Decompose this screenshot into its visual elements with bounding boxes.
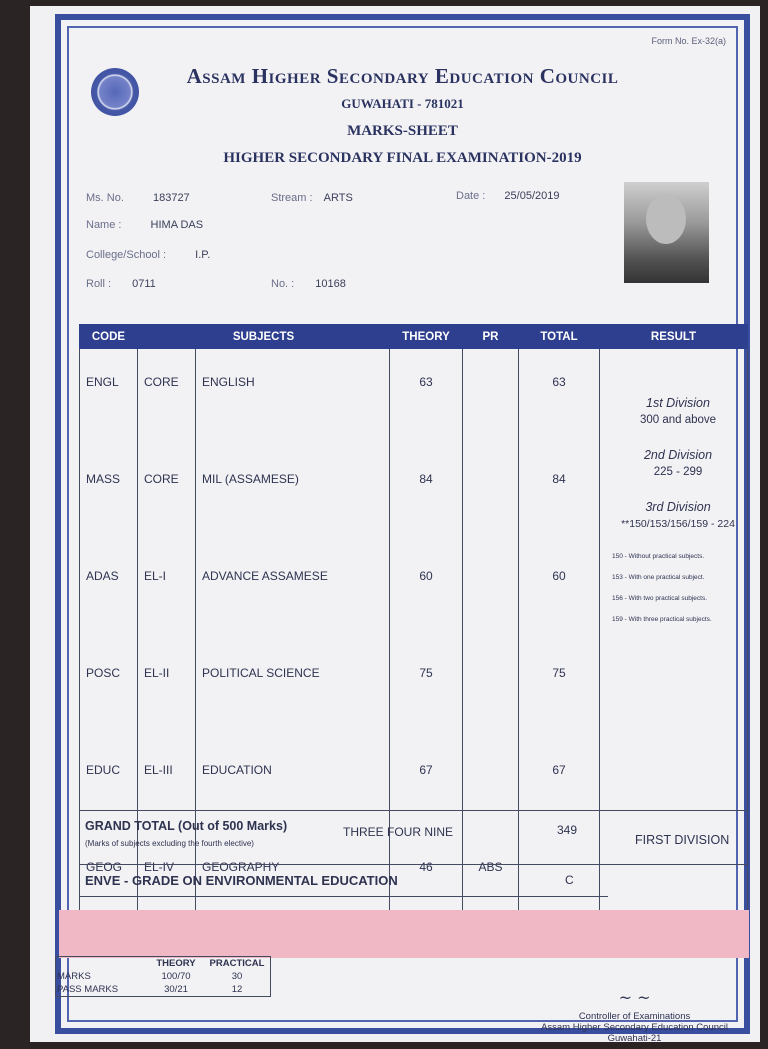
council-name: Assam Higher Secondary Education Council [186,64,619,88]
div3-label: 3rd Division [645,500,711,514]
col-code: CODE [80,325,138,349]
form-number: Form No. Ex-32(a) [651,36,726,46]
date: Date : 25/05/2019 [456,190,560,202]
col-pr: PR [463,325,519,349]
face-shape [646,194,686,244]
stream: Stream : ARTS [271,192,353,204]
ms-no: Ms. No. 183727 [86,192,190,204]
grand-total-note: (Marks of subjects excluding the fourth elective) [85,839,254,848]
roll: Roll : 0711 [86,278,156,290]
grand-total-row [79,810,748,865]
grand-total-value: 349 [557,823,578,837]
signature-scrawl: ~ ~ [618,988,651,1007]
table-row: POSC EL-II POLITICAL SCIENCE 75 75 [80,640,748,737]
signature-block: ~ ~ Controller of Examinations Assam Higher Secondary Education Council Guwahati-21 [541,988,728,1044]
col-theory: THEORY [390,325,463,349]
student-photo [624,182,709,283]
college-school: College/School : I.P. [86,249,211,261]
enve-label: ENVE - GRADE ON ENVIRONMENTAL EDUCATION [85,873,398,888]
council-city: GUWAHATI - 781021 [341,96,464,111]
student-name: Name : HIMA DAS [86,219,204,231]
div1-range: 300 and above [639,414,717,426]
roll-number: No. : 10168 [271,278,346,290]
exam-title: HIGHER SECONDARY FINAL EXAMINATION-2019 [223,150,582,166]
practical-notes: 150 - Without practical subjects. 153 - With one practical subject. 156 - With two practical subjects. 159 - With three practical subjects. [612,553,712,623]
table-row: ADAS EL-I ADVANCE ASSAMESE 60 60 [80,543,748,640]
col-subjects: SUBJECTS [138,325,390,349]
enve-grade: C [565,873,574,887]
document-title: MARKS-SHEET [347,123,458,139]
grand-total-words: THREE FOUR NINE [343,825,454,839]
enve-row [79,863,608,897]
table-row: MASS CORE MIL (ASSAMESE) 84 84 [80,446,748,543]
table-row: ENGL CORE ENGLISH 63 63 [80,349,748,447]
div2-range: 225 - 299 [653,466,703,478]
pink-band [59,910,749,958]
final-division: FIRST DIVISION [635,833,730,847]
div2-label: 2nd Division [643,448,713,462]
pass-marks-table: THEORY PRACTICAL MARKS 100/70 30 PASS MARKS 30/21 12 [55,956,271,997]
marksheet-border [55,14,750,1044]
div3-range: **150/153/156/159 - 224 [621,518,735,530]
grand-total-label: GRAND TOTAL (Out of 500 Marks) [85,819,288,833]
table-row: EDUC EL-III EDUCATION 67 67 [80,737,748,834]
div1-label: 1st Division [646,396,710,410]
col-total: TOTAL [519,325,600,349]
table-header [80,325,748,349]
result-legend [608,346,748,630]
col-result: RESULT [600,325,748,349]
table-row: GEOG EL-IV GEOGRAPHY 46 ABS [80,834,748,931]
